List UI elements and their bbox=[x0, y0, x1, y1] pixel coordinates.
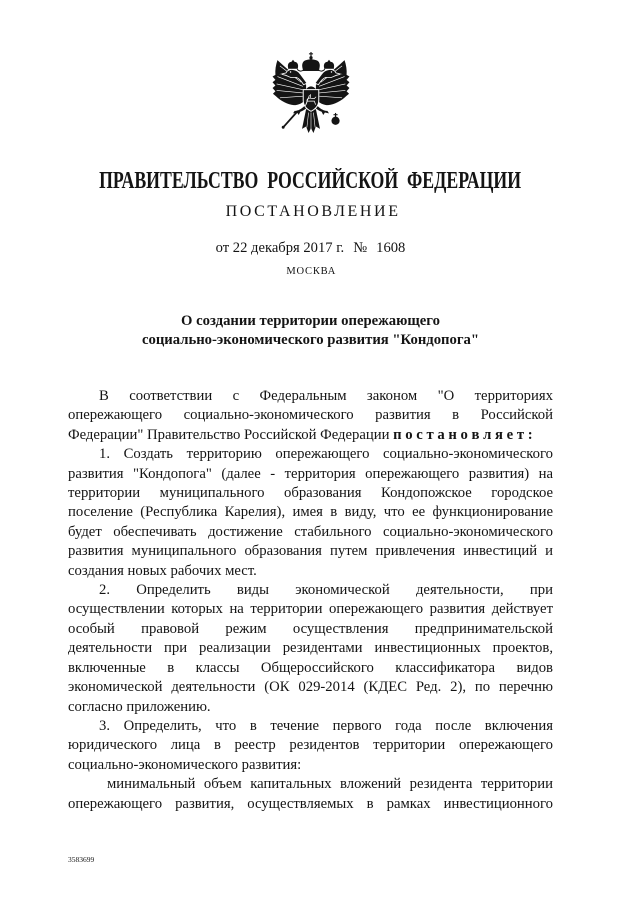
text-line: осуществлении которых на территории опережающего развития действует bbox=[68, 601, 553, 618]
text-line: деятельности при реализации резидентами инвестиционных проектов, bbox=[68, 640, 553, 657]
paragraph-subitem bbox=[68, 775, 553, 814]
document-number: 1608 bbox=[376, 240, 406, 256]
heading-line: О создании территории опережающего bbox=[181, 313, 440, 329]
text-line: юридического лица в реестр резидентов территории опережающего bbox=[68, 737, 553, 754]
text-line: В соответствии с Федеральным законом "О территориях bbox=[99, 388, 553, 404]
coat-of-arms-icon bbox=[270, 52, 352, 142]
city: МОСКВА bbox=[286, 266, 337, 277]
date-number-line bbox=[68, 239, 553, 257]
text-segment: Федерации" Правительство Российской Федерации bbox=[68, 426, 390, 443]
text-line: 2. Определить виды экономической деятельности, при bbox=[99, 582, 553, 599]
paragraph-item-3 bbox=[68, 717, 553, 775]
text-line: особый правовой режим осуществления предпринимательской bbox=[68, 620, 553, 637]
decree-body bbox=[68, 387, 553, 814]
government-title-text: ПРАВИТЕЛЬСТВО РОССИЙСКОЙ ФЕДЕРАЦИИ bbox=[99, 168, 522, 194]
text-line: опережающего социально-экономического развития в Российской bbox=[68, 407, 553, 424]
text-line: развития муниципального образования путем привлечения инвестиций и bbox=[68, 543, 553, 560]
text-line: 1. Создать территорию опережающего социально-экономического bbox=[99, 446, 553, 463]
text-line: создания новых рабочих мест. bbox=[68, 562, 257, 579]
document-heading bbox=[68, 312, 553, 351]
government-title bbox=[0, 167, 621, 195]
document-code: 3583699 bbox=[68, 855, 95, 864]
document-type: ПОСТАНОВЛЕНИЕ bbox=[225, 203, 401, 220]
paragraph-item-1 bbox=[68, 445, 553, 581]
paragraph-preamble bbox=[68, 387, 553, 445]
text-line: включенные в классы Общероссийского классификатора видов bbox=[68, 659, 553, 676]
text-line: 3. Определить, что в течение первого года после включения bbox=[99, 717, 553, 734]
text-line: согласно приложению. bbox=[68, 698, 211, 715]
text-line: экономической деятельности (ОК 029-2014 (КДЕС Ред. 2), по перечню bbox=[68, 679, 553, 696]
number-sign: № bbox=[353, 240, 368, 256]
text-line: минимальный объем капитальных вложений резидента территории bbox=[107, 776, 553, 793]
text-line: развития "Кондопога" (далее - территория опережающего развития) на bbox=[68, 465, 553, 482]
paragraph-item-2 bbox=[68, 581, 553, 717]
heading-line: социально-экономического развития "Кондопога" bbox=[141, 332, 480, 349]
text-line: поселение (Республика Карелия), имея в виду, что ее функционирование bbox=[68, 504, 553, 521]
text-line: территории муниципального образования Кондопожское городское bbox=[68, 485, 553, 502]
text-line: опережающего развития, осуществляемых в рамках инвестиционного bbox=[68, 795, 553, 812]
resolution-emphasis: п о с т а н о в л я е т : bbox=[393, 426, 533, 443]
text-line bbox=[68, 426, 553, 445]
text-line: социально-экономического развития: bbox=[68, 756, 302, 773]
document-date: от 22 декабря 2017 г. bbox=[215, 240, 345, 256]
text-line: будет обеспечивать достижение стабильного социально-экономического bbox=[68, 523, 553, 540]
